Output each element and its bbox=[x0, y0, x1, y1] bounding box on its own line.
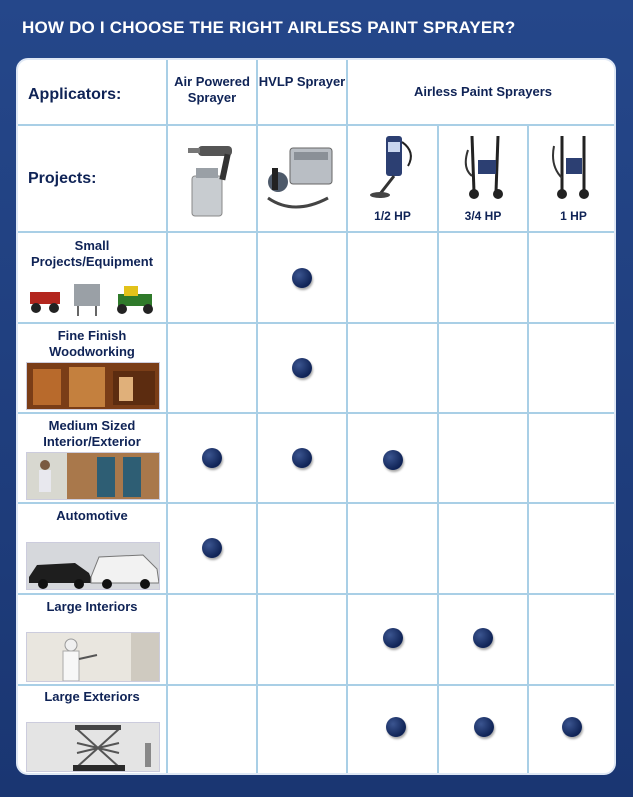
hp-label: 1 HP bbox=[560, 209, 587, 223]
airless-one-hp-image bbox=[550, 132, 598, 202]
automotive-image bbox=[26, 542, 160, 590]
grid-line bbox=[256, 60, 258, 775]
applicators-label: Applicators: bbox=[28, 86, 122, 103]
row-title: Large Exteriors bbox=[44, 689, 140, 704]
row-title: Fine Finish Woodworking bbox=[49, 328, 135, 359]
match-dot bbox=[202, 448, 222, 468]
match-dot bbox=[292, 358, 312, 378]
column-hvlp: HVLP Sprayer bbox=[258, 74, 346, 89]
row-title: Small Projects/Equipment bbox=[30, 238, 154, 269]
match-dot bbox=[562, 717, 582, 737]
match-dot bbox=[383, 628, 403, 648]
column-airless: Airless Paint Sprayers bbox=[413, 84, 553, 99]
match-dot bbox=[292, 268, 312, 288]
large-exteriors-image bbox=[26, 722, 160, 772]
match-dot bbox=[383, 450, 403, 470]
match-dot bbox=[473, 628, 493, 648]
match-dot bbox=[292, 448, 312, 468]
row-title: Large Interiors bbox=[46, 599, 138, 614]
match-dot bbox=[386, 717, 406, 737]
airless-half-hp-image bbox=[368, 132, 418, 202]
row-title: Automotive bbox=[56, 508, 128, 523]
hvlp-sprayer-image bbox=[264, 142, 338, 216]
air-sprayer-image bbox=[186, 140, 240, 220]
hp-label: 1/2 HP bbox=[374, 209, 411, 223]
match-dot bbox=[474, 717, 494, 737]
page-title: HOW DO I CHOOSE THE RIGHT AIRLESS PAINT SPRAYER? bbox=[22, 18, 516, 37]
row-title: Medium Sized Interior/Exterior bbox=[43, 418, 141, 449]
match-dot bbox=[202, 538, 222, 558]
column-air-powered: Air Powered Sprayer bbox=[174, 74, 250, 105]
interior-exterior-image bbox=[26, 452, 160, 500]
comparison-table bbox=[16, 58, 616, 775]
airless-three-quarter-hp-image bbox=[462, 132, 510, 202]
small-projects-image bbox=[26, 274, 160, 318]
woodworking-image bbox=[26, 362, 160, 410]
hp-label: 3/4 HP bbox=[464, 209, 502, 223]
large-interiors-image bbox=[26, 632, 160, 682]
projects-label: Projects: bbox=[28, 170, 97, 187]
grid-line bbox=[346, 60, 348, 775]
grid-line bbox=[166, 60, 168, 775]
